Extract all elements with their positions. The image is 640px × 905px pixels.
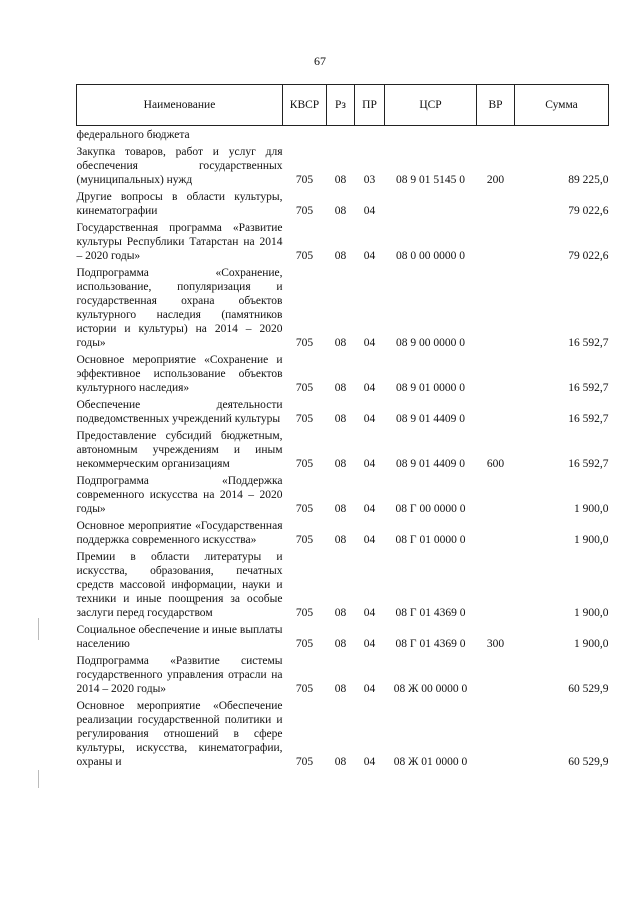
cell-pr: 04 <box>363 205 376 217</box>
cell-kvsr: 705 <box>295 534 314 546</box>
cell-pr: 04 <box>363 503 376 515</box>
cell-vr <box>477 126 515 146</box>
cell-name: федерального бюджета <box>76 129 190 141</box>
cell-sum: 60 529,9 <box>568 683 609 695</box>
cell-rz: 08 <box>334 638 347 650</box>
table-row <box>77 398 609 429</box>
cell-vr <box>477 398 515 429</box>
cell-pr: 04 <box>363 607 376 619</box>
header-kvsr: КВСР <box>283 85 327 126</box>
cell-rz: 08 <box>334 458 347 470</box>
cell-csr: 08 9 01 4409 0 <box>396 413 465 425</box>
cell-csr: 08 9 01 5145 0 <box>396 174 465 186</box>
cell-name: Социальное обеспечение и иные выплаты населению <box>76 624 283 650</box>
header-name: Наименование <box>77 85 283 126</box>
cell-csr: 08 Г 00 0000 0 <box>395 503 466 515</box>
cell-sum: 16 592,7 <box>568 458 609 470</box>
cell-kvsr: 705 <box>295 683 314 695</box>
cell-sum: 16 592,7 <box>568 382 609 394</box>
cell-pr: 04 <box>363 413 376 425</box>
cell-vr <box>477 221 515 266</box>
cell-rz: 08 <box>334 337 347 349</box>
cell-vr <box>477 699 515 772</box>
cell-csr: 08 Ж 00 0000 0 <box>393 683 468 695</box>
cell-sum: 60 529,9 <box>568 756 609 768</box>
cell-rz <box>327 126 355 146</box>
margin-mark <box>38 770 39 788</box>
cell-sum: 16 592,7 <box>568 413 609 425</box>
cell-rz: 08 <box>334 250 347 262</box>
cell-name: Государственная программа «Развитие культуры Республики Татарстан на 2014 – 2020 годы» <box>76 222 283 262</box>
table-row <box>77 221 609 266</box>
cell-kvsr: 705 <box>295 337 314 349</box>
cell-pr: 04 <box>363 756 376 768</box>
cell-name: Основное мероприятие «Сохранение и эффективное использование объектов культурного наследия» <box>76 354 283 394</box>
cell-name: Подпрограмма «Поддержка современного искусства на 2014 – 2020 годы» <box>76 475 283 515</box>
cell-vr <box>477 353 515 398</box>
table-row <box>77 623 609 654</box>
cell-vr <box>477 190 515 221</box>
cell-csr: 08 9 01 4409 0 <box>396 458 465 470</box>
cell-sum: 16 592,7 <box>568 337 609 349</box>
cell-csr: 08 Г 01 4369 0 <box>395 638 466 650</box>
table-row <box>77 654 609 699</box>
cell-kvsr: 705 <box>295 205 314 217</box>
cell-kvsr: 705 <box>295 382 314 394</box>
cell-sum: 1 900,0 <box>574 534 609 546</box>
cell-pr: 04 <box>363 638 376 650</box>
header-rz: Рз <box>327 85 355 126</box>
table-header-row <box>77 85 609 126</box>
cell-vr <box>477 550 515 623</box>
cell-sum: 1 900,0 <box>574 607 609 619</box>
cell-sum: 1 900,0 <box>574 503 609 515</box>
cell-kvsr: 705 <box>295 607 314 619</box>
cell-rz: 08 <box>334 756 347 768</box>
budget-table <box>76 84 609 772</box>
cell-kvsr <box>283 126 327 146</box>
page-number: 67 <box>314 54 326 68</box>
cell-kvsr: 705 <box>295 413 314 425</box>
cell-name: Закупка товаров, работ и услуг для обеспечения государственных (муниципальных) нужд <box>76 146 283 186</box>
cell-csr: 08 Г 01 4369 0 <box>395 607 466 619</box>
cell-vr: 600 <box>486 458 505 470</box>
cell-rz: 08 <box>334 683 347 695</box>
cell-pr <box>355 126 385 146</box>
cell-kvsr: 705 <box>295 756 314 768</box>
header-vr: ВР <box>477 85 515 126</box>
cell-rz: 08 <box>334 534 347 546</box>
header-sum: Сумма <box>515 85 609 126</box>
cell-name: Подпрограмма «Сохранение, использование, популяризация и государственная охрана объектов культурного наследия (памятников истории и культуры) на 2014 – 2020 годы» <box>76 267 283 349</box>
cell-vr <box>477 519 515 550</box>
cell-vr <box>477 266 515 353</box>
cell-csr: 08 Ж 01 0000 0 <box>393 756 468 768</box>
cell-pr: 04 <box>363 382 376 394</box>
table-row <box>77 145 609 190</box>
cell-rz: 08 <box>334 382 347 394</box>
cell-vr <box>477 474 515 519</box>
cell-rz: 08 <box>334 503 347 515</box>
cell-sum: 89 225,0 <box>568 174 609 186</box>
cell-csr: 08 9 01 0000 0 <box>396 382 465 394</box>
cell-name: Предоставление субсидий бюджетным, автономным учреждениям и иным некоммерческим организациям <box>76 430 283 470</box>
cell-pr: 04 <box>363 337 376 349</box>
cell-name: Основное мероприятие «Обеспечение реализации государственной политики и регулирования отношений в сфере культуры, искусства, кинематографии, охраны и <box>76 700 283 768</box>
cell-rz: 08 <box>334 413 347 425</box>
header-pr: ПР <box>355 85 385 126</box>
cell-kvsr: 705 <box>295 638 314 650</box>
cell-name: Обеспечение деятельности подведомственных учреждений культуры <box>76 399 283 425</box>
table-row <box>77 699 609 772</box>
cell-csr <box>385 190 477 221</box>
cell-kvsr: 705 <box>295 503 314 515</box>
cell-name: Премии в области литературы и искусства, образования, печатных средств массовой информации, науки и техники и иные поощрения за особые заслуги перед государством <box>76 551 283 619</box>
cell-rz: 08 <box>334 205 347 217</box>
cell-sum: 1 900,0 <box>574 638 609 650</box>
cell-name: Другие вопросы в области культуры, кинематографии <box>76 191 283 217</box>
cell-rz: 08 <box>334 174 347 186</box>
cell-csr: 08 Г 01 0000 0 <box>395 534 466 546</box>
cell-sum <box>515 126 609 146</box>
cell-csr <box>385 126 477 146</box>
cell-kvsr: 705 <box>295 250 314 262</box>
cell-pr: 04 <box>363 250 376 262</box>
cell-csr: 08 0 00 0000 0 <box>396 250 465 262</box>
cell-csr: 08 9 00 0000 0 <box>396 337 465 349</box>
table-row <box>77 519 609 550</box>
table-row <box>77 266 609 353</box>
cell-sum: 79 022,6 <box>568 205 609 217</box>
table-body <box>77 126 609 773</box>
table-row <box>77 474 609 519</box>
header-csr: ЦСР <box>385 85 477 126</box>
cell-pr: 04 <box>363 683 376 695</box>
cell-pr: 04 <box>363 458 376 470</box>
table-row <box>77 190 609 221</box>
table-row <box>77 353 609 398</box>
cell-sum: 79 022,6 <box>568 250 609 262</box>
cell-vr: 300 <box>486 638 505 650</box>
cell-name: Подпрограмма «Развитие системы государственного управления отрасли на 2014 – 2020 годы» <box>76 655 283 695</box>
cell-rz: 08 <box>334 607 347 619</box>
cell-kvsr: 705 <box>295 174 314 186</box>
table-row <box>77 126 609 146</box>
cell-vr: 200 <box>486 174 505 186</box>
table-row <box>77 429 609 474</box>
margin-mark <box>38 618 39 640</box>
cell-kvsr: 705 <box>295 458 314 470</box>
cell-vr <box>477 654 515 699</box>
cell-name: Основное мероприятие «Государственная поддержка современного искусства» <box>76 520 283 546</box>
table-row <box>77 550 609 623</box>
cell-pr: 04 <box>363 534 376 546</box>
cell-pr: 03 <box>363 174 376 186</box>
